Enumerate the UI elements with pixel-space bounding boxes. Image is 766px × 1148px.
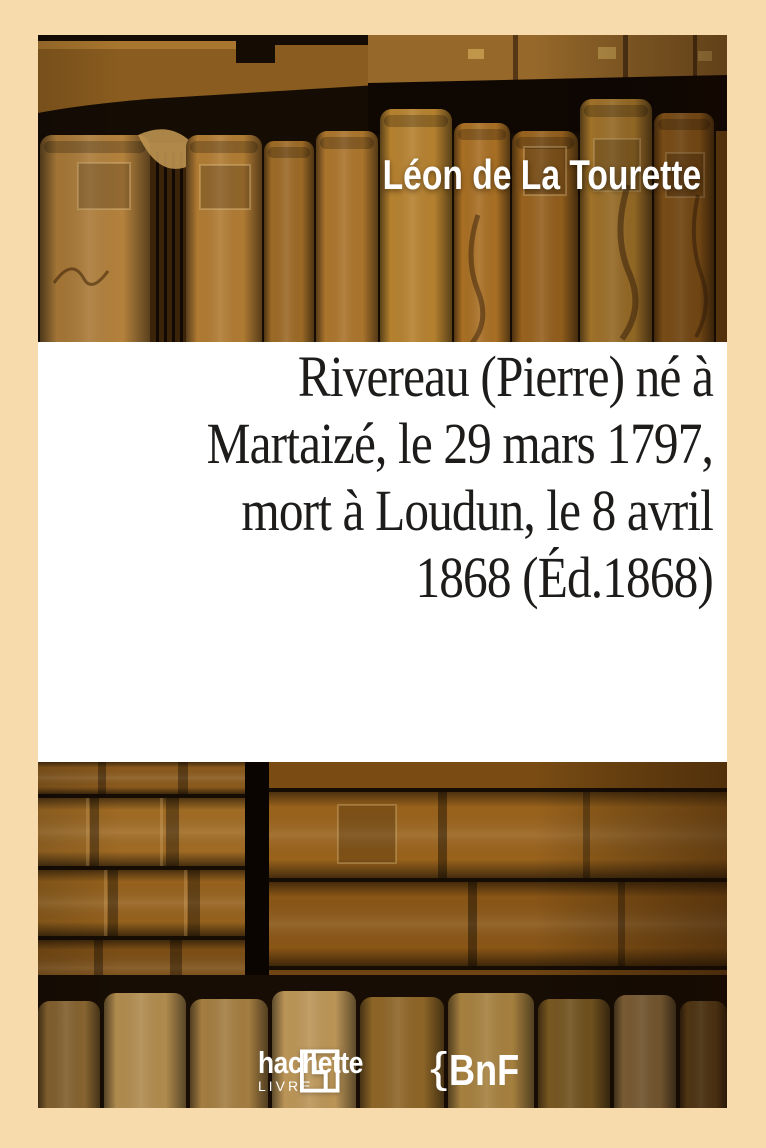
title-line-4: 1868 (Éd.1868) [415,545,713,610]
book-title [139,343,713,611]
book-spines-photo [38,35,727,1108]
author-name: Léon de La Tourette [382,151,701,198]
bnf-logo [430,1044,535,1095]
title-line-3: mort à Loudun, le 8 avril [241,478,713,543]
title-line-1: Rivereau (Pierre) né à [297,344,713,409]
title-band [38,342,727,762]
bnf-brace-icon: { [430,1044,448,1092]
publisher-logos [38,1044,727,1108]
bnf-wordmark: BnF [449,1046,520,1095]
title-line-2: Martaizé, le 29 mars 1797, [206,411,713,476]
hachette-livre-logo [258,1045,381,1094]
hachette-wordmark: hachette [258,1045,363,1080]
hachette-livre-label: LIVRE [258,1078,314,1094]
